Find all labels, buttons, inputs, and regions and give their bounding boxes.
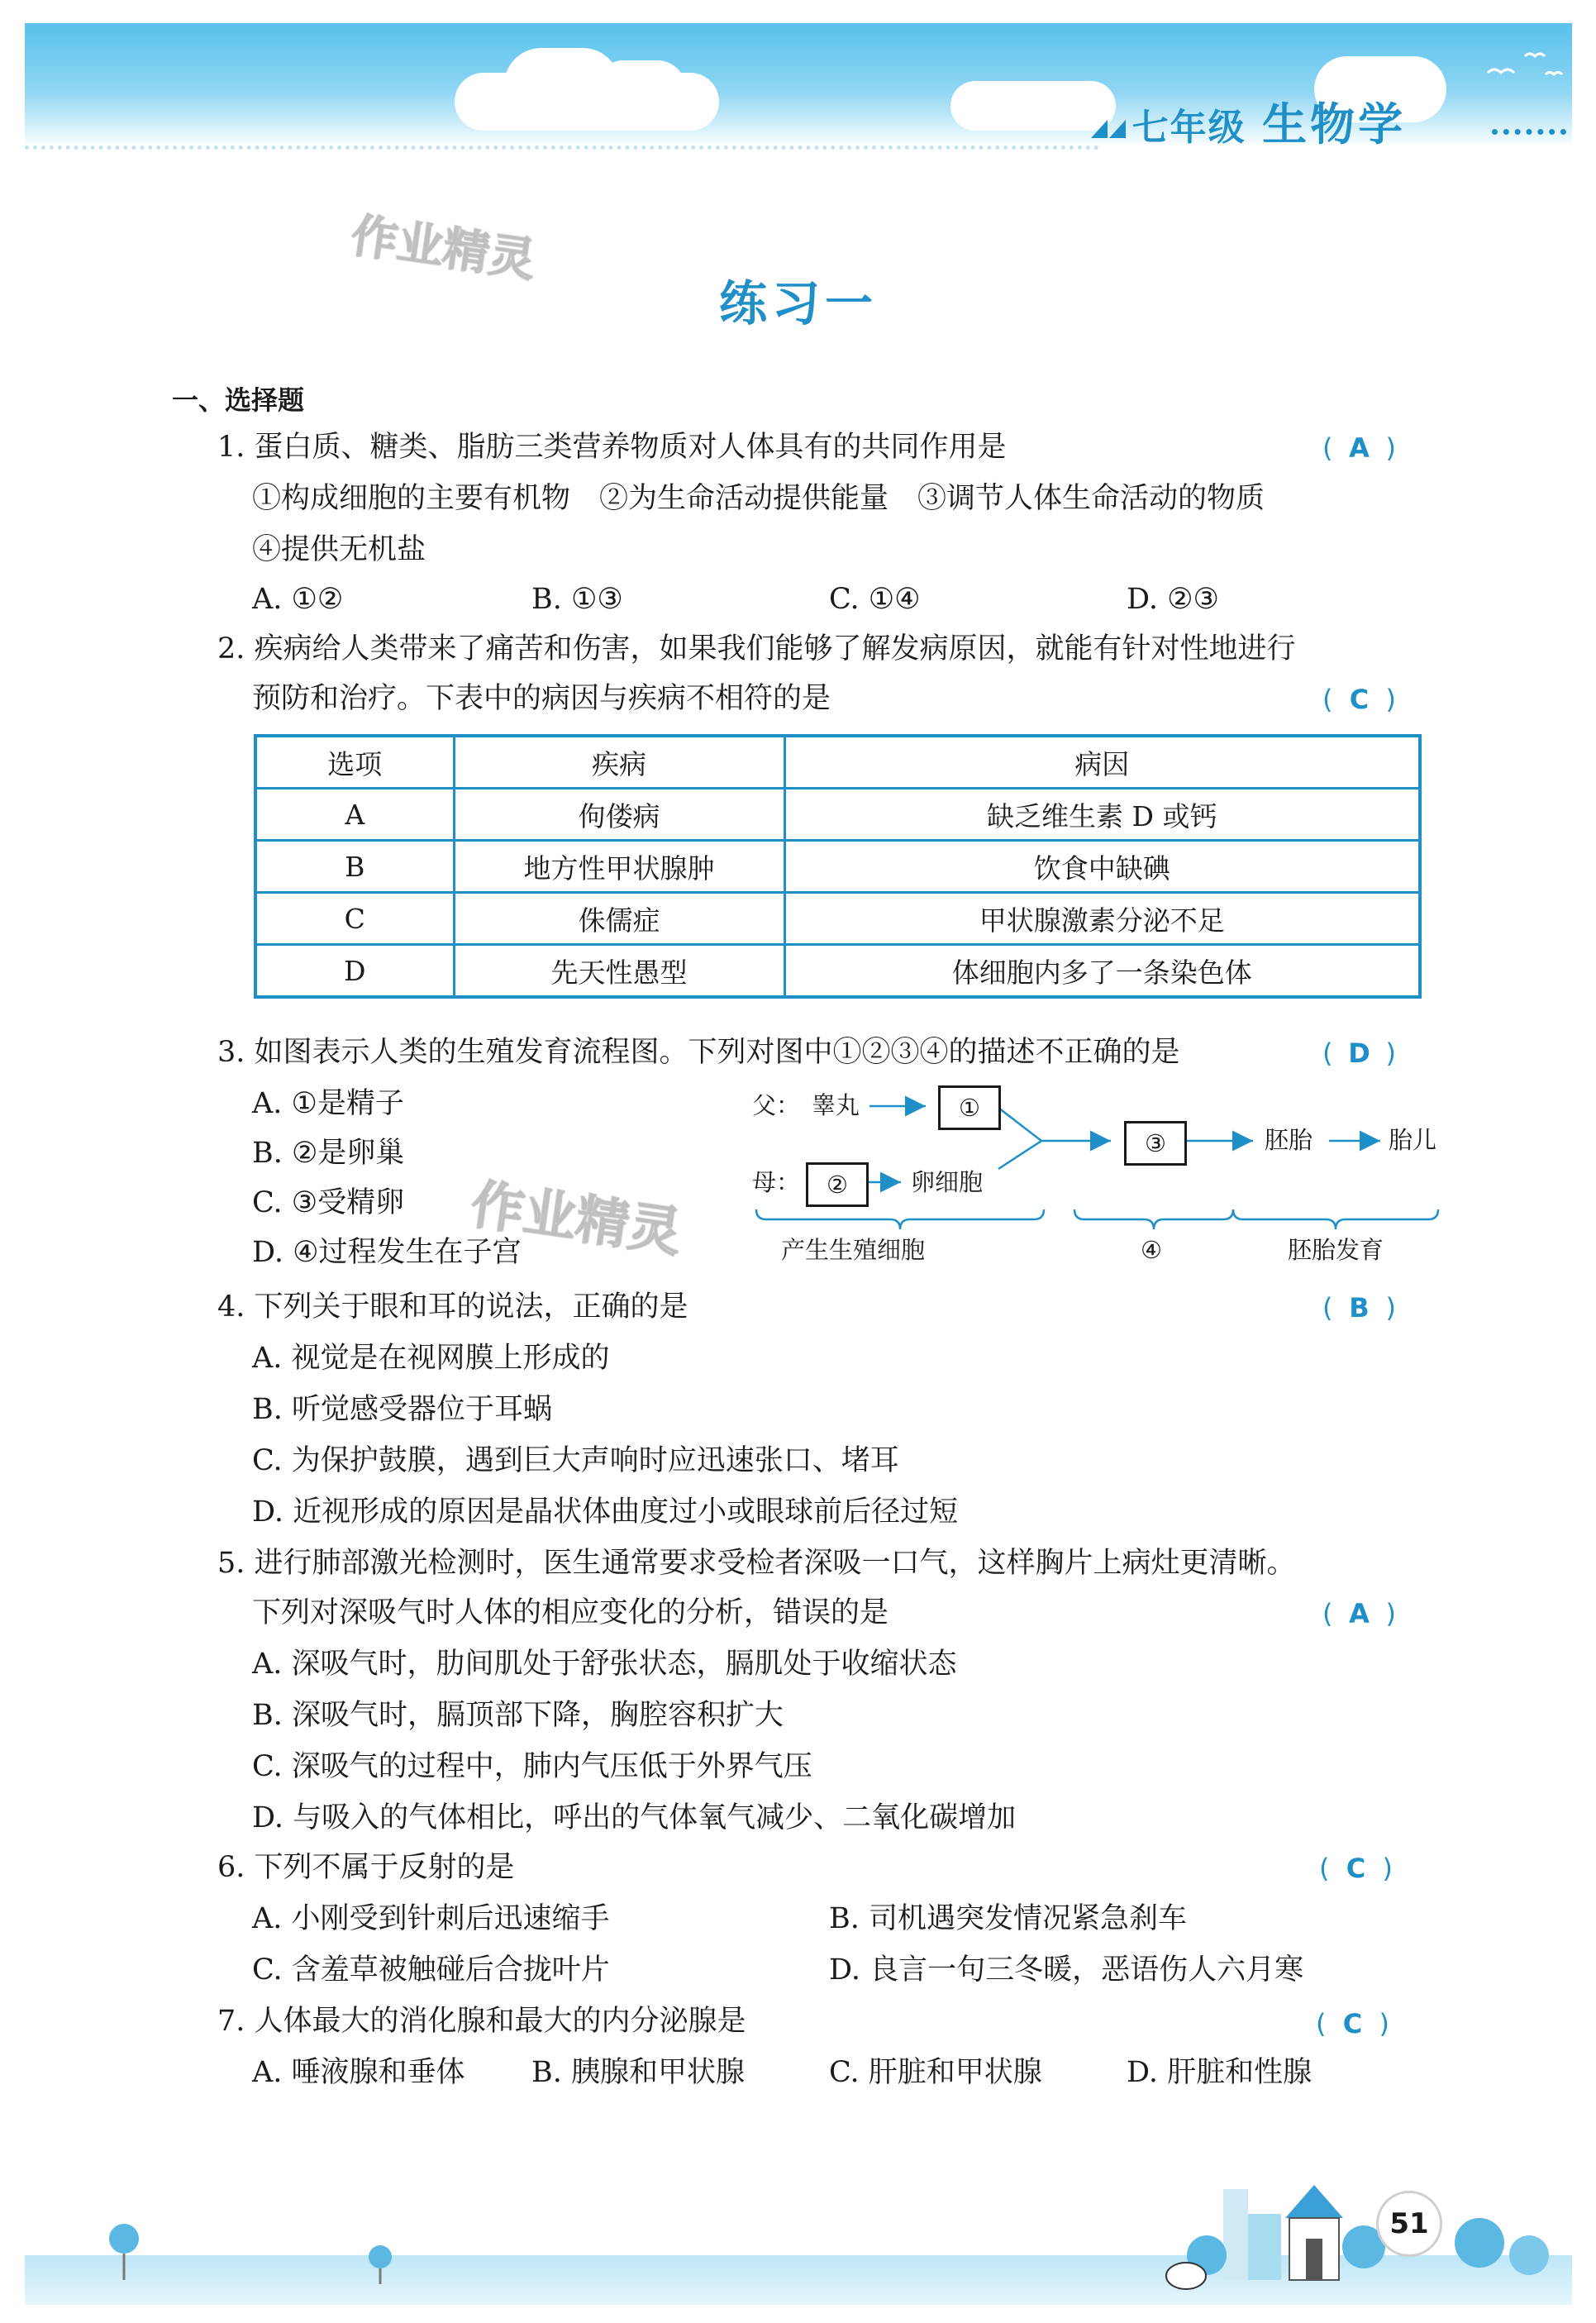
q4-option-c: C. 为保护鼓膜，遇到巨大声响时应迅速张口、堵耳: [252, 1444, 899, 1477]
q3-option-b: B. ②是卵巢: [252, 1137, 405, 1170]
q1-option-b: B. ①③: [531, 583, 623, 616]
q1-items-line2: ④提供无机盐: [252, 533, 426, 566]
table-cell: A: [255, 789, 454, 841]
table-row: [255, 945, 1420, 998]
q7-option-c: C. 肝脏和甲状腺: [829, 2056, 1042, 2089]
cloud-decoration: [595, 60, 686, 118]
diagram-box-2: [806, 1162, 869, 1207]
q2-stem-line1: 2. 疾病给人类带来了痛苦和伤害，如果我们能够了解发病原因，就能有针对性地进行: [217, 632, 1296, 665]
diagram-father-label: 父：: [752, 1091, 801, 1119]
header-subject: 生物学: [1262, 98, 1407, 150]
table-header-cell: 疾病: [454, 736, 784, 789]
q4-stem: 4. 下列关于眼和耳的说法，正确的是: [217, 1290, 688, 1324]
diagram-stage3-label: 胚胎发育: [1288, 1236, 1384, 1264]
q3-stem: 3. 如图表示人类的生殖发育流程图。下列对图中①②③④的描述不正确的是: [217, 1036, 1180, 1069]
box-2-label: ②: [827, 1171, 848, 1199]
q5-stem-line2: 下列对深吸气时人体的相应变化的分析，错误的是: [252, 1596, 889, 1629]
q2-table: [254, 734, 1422, 999]
q1-option-d: D. ②③: [1127, 583, 1219, 616]
q6-option-b: B. 司机遇突发情况紧急刹车: [829, 1902, 1187, 1935]
q5-option-b: B. 深吸气时，膈顶部下降，胸腔容积扩大: [252, 1699, 784, 1732]
diagram-mother-label: 母：: [752, 1168, 801, 1196]
page-number: 51: [1376, 2191, 1442, 2257]
box-3-label: ③: [1145, 1129, 1166, 1157]
table-cell: 甲状腺激素分泌不足: [784, 893, 1420, 945]
q5-option-d: D. 与吸入的气体相比，呼出的气体氧气减少、二氧化碳增加: [252, 1801, 1017, 1834]
q4-option-b: B. 听觉感受器位于耳蜗: [252, 1393, 552, 1426]
header-title: [1091, 89, 1406, 153]
header-dots: [1492, 129, 1566, 135]
diagram-testis-label: 睾丸: [812, 1091, 860, 1119]
q6-option-c: C. 含羞草被触碰后合拢叶片: [252, 1953, 610, 1987]
table-header-cell: 病因: [784, 736, 1420, 789]
q7-stem: 7. 人体最大的消化腺和最大的内分泌腺是: [217, 2005, 746, 2038]
table-cell: 体细胞内多了一条染色体: [784, 945, 1420, 998]
watermark: 作业精灵: [347, 208, 539, 289]
triangle-icon: [1091, 120, 1108, 138]
q5-answer: ( A ): [1322, 1598, 1396, 1629]
q7-answer: ( C ): [1316, 2008, 1389, 2039]
q4-option-d: D. 近视形成的原因是晶状体曲度过小或眼球前后径过短: [252, 1495, 959, 1529]
diagram-embryo-label: 胚胎: [1265, 1126, 1313, 1154]
page: [25, 23, 1572, 2305]
table-header-row: [255, 736, 1420, 789]
q6-option-a: A. 小刚受到针刺后迅速缩手: [252, 1902, 610, 1935]
q5-option-a: A. 深吸气时，肋间肌处于舒张状态，膈肌处于收缩状态: [252, 1648, 957, 1681]
q6-option-d: D. 良言一句三冬暖，恶语伤人六月寒: [829, 1953, 1304, 1987]
diagram-box-1: [938, 1085, 1001, 1130]
table-cell: C: [255, 893, 454, 945]
table-cell: 缺乏维生素 D 或钙: [784, 789, 1420, 841]
q1-option-c: C. ①④: [829, 583, 921, 616]
q3-option-a: A. ①是精子: [252, 1087, 404, 1120]
reproduction-flow-diagram: [727, 1073, 1455, 1280]
diagram-stage2-label: ④: [1141, 1236, 1162, 1264]
q6-stem: 6. 下列不属于反射的是: [217, 1851, 515, 1884]
table-cell: 侏儒症: [454, 893, 784, 945]
footer-scenery: [25, 2156, 1572, 2305]
q5-option-c: C. 深吸气的过程中，肺内气压低于外界气压: [252, 1750, 812, 1783]
q6-answer: ( C ): [1319, 1853, 1393, 1884]
q7-option-b: B. 胰腺和甲状腺: [531, 2056, 745, 2089]
page-title: 练习一: [718, 275, 878, 332]
table-cell: 佝偻病: [454, 789, 784, 841]
q7-option-d: D. 肝脏和性腺: [1127, 2056, 1313, 2089]
diagram-fetus-label: 胎儿: [1389, 1126, 1437, 1154]
triangle-icon: [1109, 120, 1126, 138]
box-1-label: ①: [959, 1094, 980, 1122]
table-cell: 饮食中缺碘: [784, 841, 1420, 893]
diagram-egg-label: 卵细胞: [911, 1168, 984, 1196]
table-cell: 先天性愚型: [454, 945, 784, 998]
table-cell: D: [255, 945, 454, 998]
q5-stem-line1: 5. 进行肺部激光检测时，医生通常要求受检者深吸一口气，这样胸片上病灶更清晰。: [217, 1547, 1296, 1580]
q2-answer: ( C ): [1322, 684, 1396, 715]
table-row: [255, 893, 1420, 945]
q4-option-a: A. 视觉是在视网膜上形成的: [252, 1342, 610, 1375]
q3-answer: ( D ): [1322, 1037, 1396, 1069]
section-heading: 一、选择题: [172, 384, 305, 416]
q4-answer: ( B ): [1322, 1292, 1396, 1324]
q1-answer: ( A ): [1322, 432, 1396, 464]
q3-option-d: D. ④过程发生在子宫: [252, 1236, 522, 1269]
q1-option-a: A. ①②: [252, 583, 344, 616]
q3-option-c: C. ③受精卵: [252, 1186, 405, 1219]
birds-icon: [1479, 40, 1570, 89]
q1-stem: 1. 蛋白质、糖类、脂肪三类营养物质对人体具有的共同作用是: [217, 431, 1007, 464]
table-header-cell: 选项: [255, 736, 454, 789]
diagram-stage1-label: 产生生殖细胞: [781, 1236, 926, 1264]
watermark: 作业精灵: [467, 1174, 686, 1265]
header-grade: 七年级: [1131, 107, 1246, 149]
table-cell: 地方性甲状腺肿: [454, 841, 784, 893]
q2-stem-line2: 预防和治疗。下表中的病因与疾病不相符的是: [252, 682, 831, 715]
header-divider: [25, 145, 1099, 150]
diagram-box-3: [1124, 1121, 1187, 1166]
q1-items-line1: ①构成细胞的主要有机物 ②为生命活动提供能量 ③调节人体生命活动的物质: [252, 482, 1265, 515]
table-cell: B: [255, 841, 454, 893]
table-row: [255, 789, 1420, 841]
q7-option-a: A. 唾液腺和垂体: [252, 2056, 465, 2089]
table-row: [255, 841, 1420, 893]
